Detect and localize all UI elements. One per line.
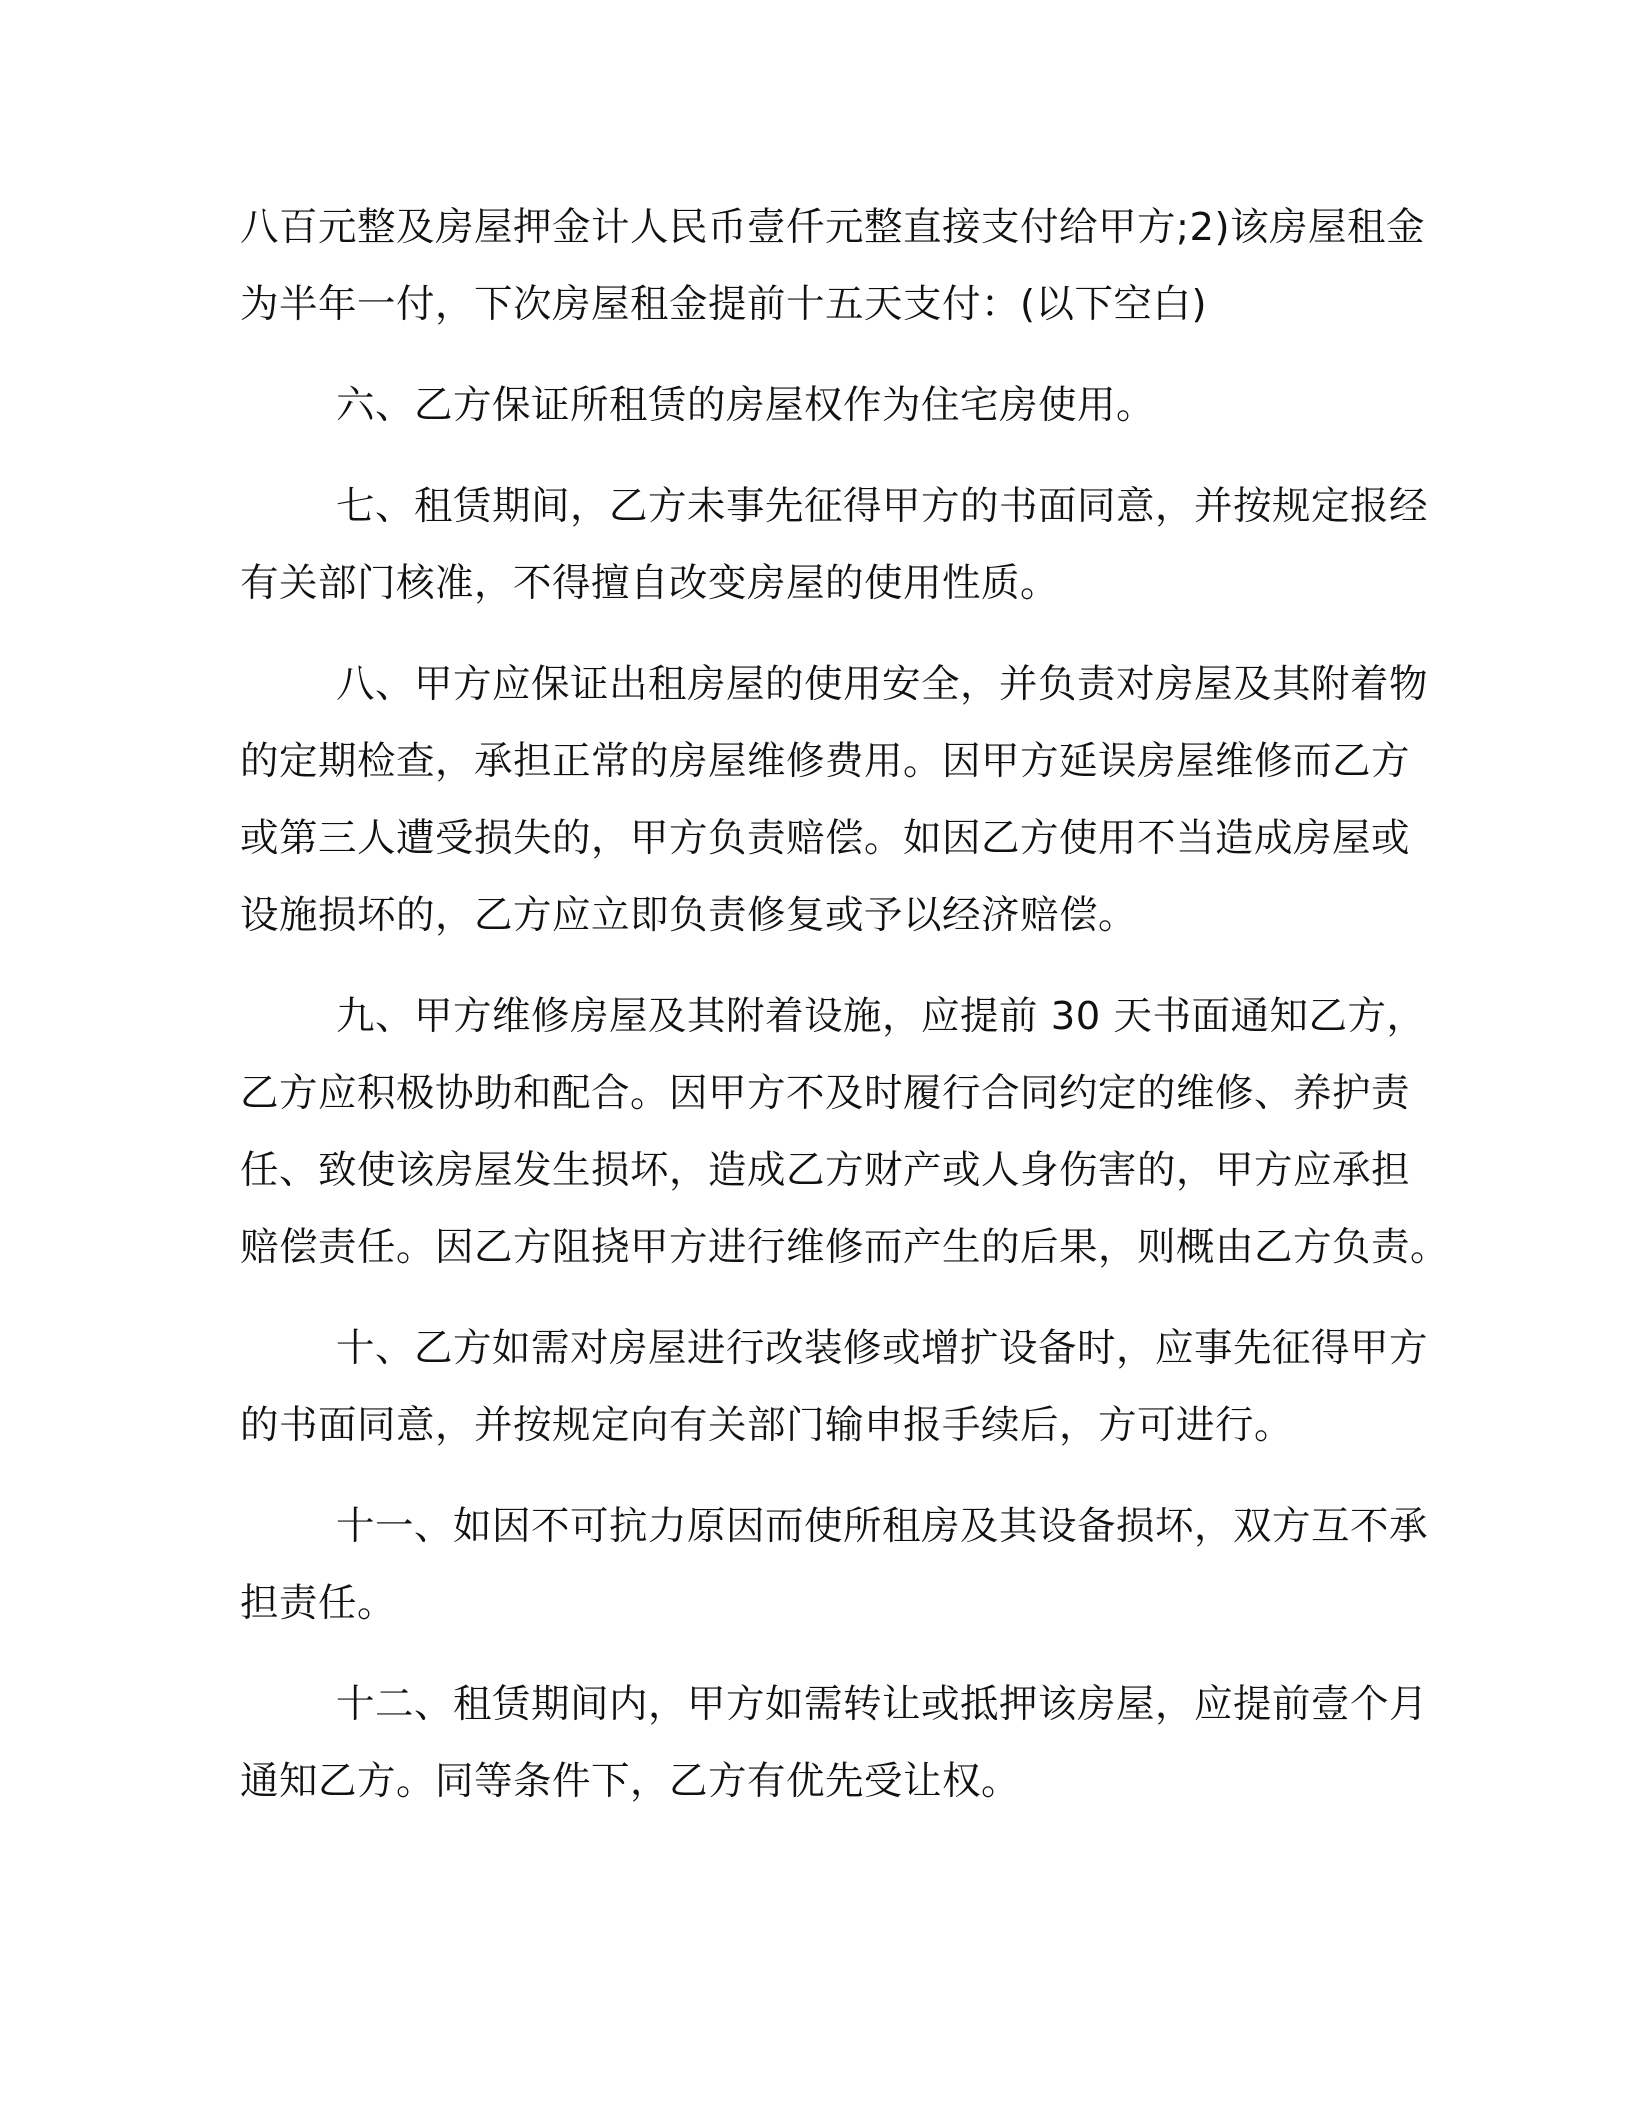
text-line: 八百元整及房屋押金计人民币壹仟元整直接支付给甲方;2)该房屋租金 [240,205,1425,250]
text-line: 十、乙方如需对房屋进行改装修或增扩设备时，应事先征得甲方 [336,1326,1429,1371]
clause-10 [240,1310,1429,1464]
text-line: 任、致使该房屋发生损坏，造成乙方财产或人身伤害的，甲方应承担 [240,1148,1411,1193]
text-line: 的定期检查，承担正常的房屋维修费用。因甲方延误房屋维修而乙方 [240,739,1411,784]
text-line: 六、乙方保证所租赁的房屋权作为住宅房使用。 [336,383,1156,428]
clause-12 [240,1666,1429,1820]
text-line: 十一、如因不可抗力原因而使所租房及其设备损坏，双方互不承 [336,1504,1429,1549]
clause-6 [240,367,1380,444]
text-line: 九、甲方维修房屋及其附着设施，应提前 30 天书面通知乙方， [336,994,1426,1039]
text-line: 有关部门核准，不得擅自改变房屋的使用性质。 [240,561,1060,606]
text-line: 的书面同意，并按规定向有关部门输申报手续后，方可进行。 [240,1403,1294,1448]
text-line: 担责任。 [240,1581,397,1626]
text-line: 为半年一付，下次房屋租金提前十五天支付：(以下空白) [240,282,1208,327]
text-line: 十二、租赁期间内，甲方如需转让或抵押该房屋，应提前壹个月 [336,1682,1429,1727]
paragraph-continuation [240,189,1425,343]
clause-11 [240,1488,1429,1642]
text-line: 七、租赁期间，乙方未事先征得甲方的书面同意，并按规定报经 [336,484,1429,529]
text-line: 赔偿责任。因乙方阻挠甲方进行维修而产生的后果，则概由乙方负责。 [240,1225,1450,1270]
clause-7 [240,468,1429,622]
document-body [240,189,1450,1820]
clause-8 [240,646,1429,954]
clause-9 [240,978,1450,1286]
text-line: 或第三人遭受损失的，甲方负责赔偿。如因乙方使用不当造成房屋或 [240,816,1411,861]
text-line: 乙方应积极协助和配合。因甲方不及时履行合同约定的维修、养护责 [240,1071,1411,1116]
text-line: 设施损坏的，乙方应立即负责修复或予以经济赔偿。 [240,893,1138,938]
text-line: 八、甲方应保证出租房屋的使用安全，并负责对房屋及其附着物 [336,662,1429,707]
text-line: 通知乙方。同等条件下，乙方有优先受让权。 [240,1759,1021,1804]
